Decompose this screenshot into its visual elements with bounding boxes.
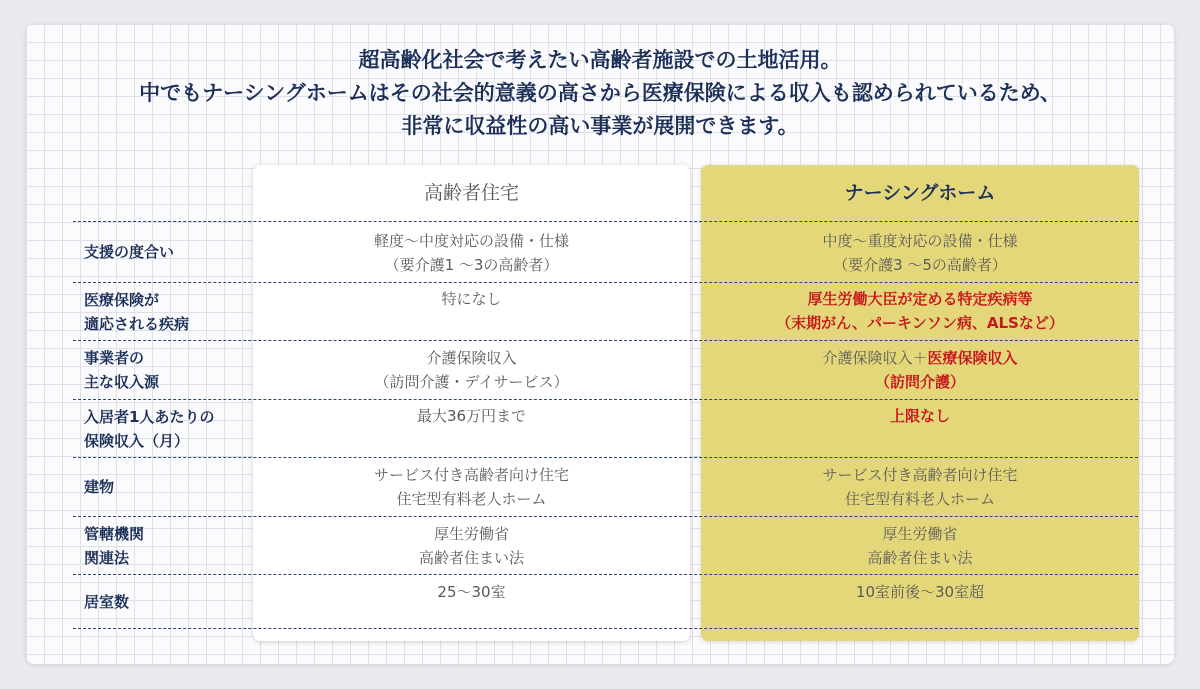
cell-senior-room-count: 25〜30室 [437,583,506,601]
cell-nursing-covered-diseases: 厚生労働大臣が定める特定疾病等 （末期がん、パーキンソン病、ALSなど） [776,290,1064,332]
cell-nursing-room-count: 10室前後〜30室超 [855,583,985,601]
cell-senior-jurisdiction: 厚生労働省 高齢者住まい法 [418,525,524,567]
headline-line-3: 非常に収益性の高い事業が展開できます。 [401,114,799,138]
row-divider [73,628,1138,629]
cell-senior-covered-diseases: 特になし [441,290,502,308]
headline [0,44,1200,143]
headline-line-2: 中でもナーシングホームはその社会的意義の高さから医療保険による収入も認められているため、 [139,81,1061,105]
row-label-covered-diseases: 医療保険が 適応される疾病 [84,290,190,333]
headline-line-1: 超高齢化社会で考えたい高齢者施設での土地活用。 [358,48,842,72]
cell-nursing-support-level: 中度〜重度対応の設備・仕様 （要介護3 〜5の高齢者） [822,232,1018,274]
cell-nursing-jurisdiction: 厚生労働省 高齢者住まい法 [867,525,973,567]
row-label-jurisdiction: 管轄機関 関連法 [84,524,145,567]
cell-nursing-income-source: 介護保険収入＋医療保険収入 （訪問介護） [822,349,1018,391]
nursing-home-header: ナーシングホーム [844,182,996,204]
cell-senior-income-source: 介護保険収入 （訪問介護・デイサービス） [374,349,569,391]
cell-senior-support-level: 軽度〜中度対応の設備・仕様 （要介護1 〜3の高齢者） [373,232,569,274]
row-label-support-level: 支援の度合い [84,243,175,261]
row-label-room-count: 居室数 [84,592,130,611]
row-label-insurance-income: 入居者1人あたりの 保険収入（月） [84,407,215,450]
cell-nursing-insurance-income: 上限なし [889,407,950,425]
row-label-building: 建物 [84,478,115,496]
cell-senior-insurance-income: 最大36万円まで [416,407,527,425]
cell-nursing-building: サービス付き高齢者向け住宅 住宅型有料老人ホーム [822,466,1018,508]
cell-senior-building: サービス付き高齢者向け住宅 住宅型有料老人ホーム [373,466,569,508]
senior-housing-header: 高齢者住宅 [423,182,519,204]
row-label-income-source: 事業者の 主な収入源 [84,349,160,391]
